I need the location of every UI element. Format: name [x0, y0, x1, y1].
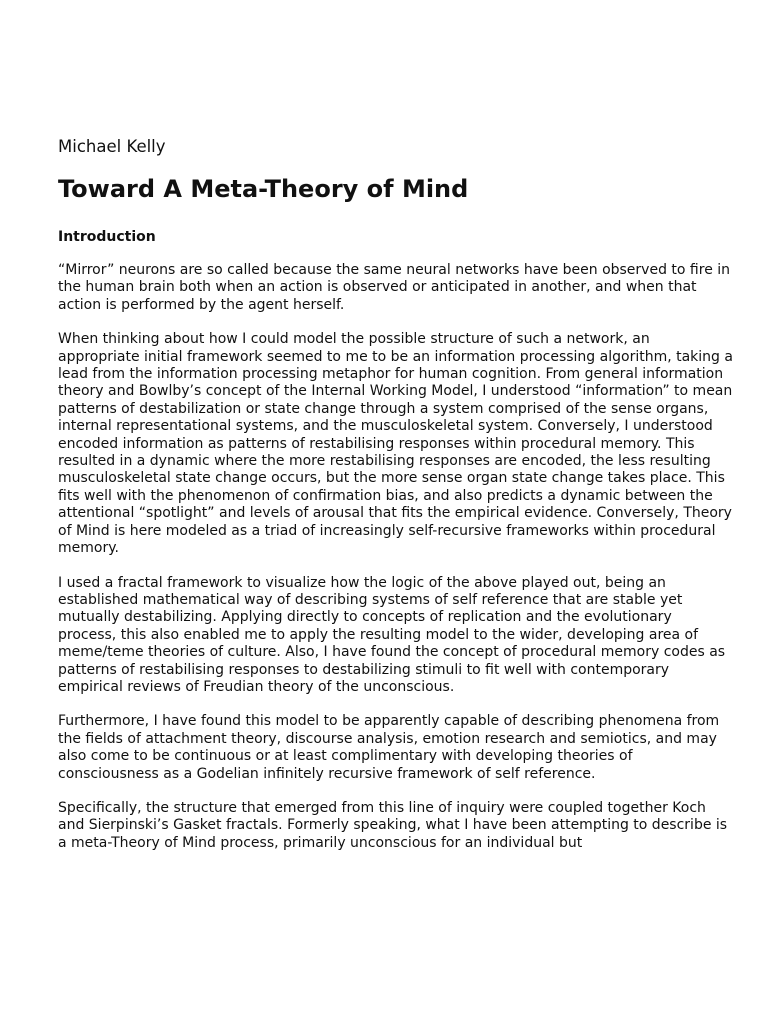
author-name: Michael Kelly	[58, 137, 166, 156]
paragraph-5: Specifically, the structure that emerged from this line of inquiry were coupled together Koch and Sierpinski’s Gasket fractals. Formerly speaking, what I have been attempting to describe is a meta-Theory of Mind process, primarily unconscious for an individual but	[58, 799, 728, 851]
document-title: Toward A Meta-Theory of Mind	[58, 175, 469, 203]
paragraph-4: Furthermore, I have found this model to be apparently capable of describing phenomena from the fields of attachment theory, discourse analysis, emotion research and semiotics, and may also come to be continuous or at least complimentary with developing theories of consciousness as a Godelian infinitely recursive framework of self reference.	[58, 713, 720, 782]
section-heading-introduction: Introduction	[58, 229, 156, 245]
document-body	[58, 136, 734, 869]
paragraph-3: I used a fractal framework to visualize how the logic of the above played out, being an established mathematical way of describing systems of self reference that are stable yet mutually destabilizing. Applying directly to concepts of replication and the evolutionary process, this also enabled me to apply the resulting model to the wider, developing area of meme/teme theories of culture. Also, I have found the concept of procedural memory codes as patterns of restabilising responses to destabilizing stimuli to fit well with contemporary empirical reviews of Freudian theory of the unconscious.	[58, 574, 726, 695]
paragraph-2: When thinking about how I could model the possible structure of such a network, an appropriate initial framework seemed to me to be an information processing algorithm, taking a lead from the information processing metaphor for human cognition. From general information theory and Bowlby’s concept of the Internal Working Model, I understood “information” to mean patterns of destabilization or state change through a system comprised of the sense organs, internal representational systems, and the musculoskeletal system. Conversely, I understood encoded information as patterns of restabilising responses within procedural memory. This resulted in a dynamic where the more restabilising responses are encoded, the less resulting musculoskeletal state change occurs, but the more sense organ state change takes place. This fits well with the phenomenon of confirmation bias, and also predicts a dynamic between the attentional “spotlight” and levels of arousal that fits the empirical evidence. Conversely, Theory of Mind is here modeled as a triad of increasingly self-recursive frameworks within procedural memory.	[58, 331, 733, 557]
paragraph-1: “Mirror” neurons are so called because the same neural networks have been observed to fire in the human brain both when an action is observed or anticipated in another, and when that action is performed by the agent herself.	[58, 262, 731, 313]
